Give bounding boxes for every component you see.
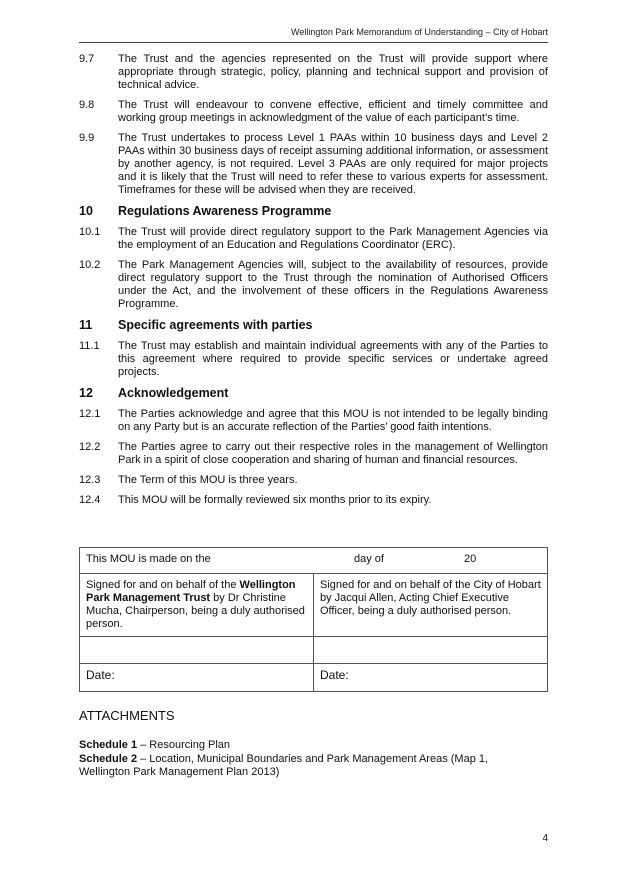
clause-text: The Trust undertakes to process Level 1 PAAs within 10 business days and Level 2 PAAs within 30 business days of receipt assuming additional information, or assessment by another agency, is not required. Level 3 PAAs are only required for major projects and it is likely that the Trust will need to refer these to various experts for assessment. Timeframes for these will be advised when they are received. xyxy=(118,132,548,196)
day-of-label: day of xyxy=(354,553,384,565)
clause-12-3 xyxy=(79,474,548,487)
section-title: Acknowledgement xyxy=(118,386,229,400)
clause-text: The Trust will endeavour to convene effective, efficient and timely committee and working group meetings in acknowledgment of the value of each participant’s time. xyxy=(118,99,548,124)
clause-text: The Trust will provide direct regulatory support to the Park Management Agencies via the employment of an Education and Regulations Coordinator (ERC). xyxy=(118,226,548,251)
trust-signatory-cell xyxy=(80,574,314,637)
clause-12-4 xyxy=(79,494,548,507)
schedule-text: – Location, Municipal Boundaries and Park Management Areas (Map 1, Wellington Park Management Plan 2013) xyxy=(79,752,489,778)
section-11-heading xyxy=(79,318,548,333)
city-signatory-cell: Signed for and on behalf of the City of Hobart by Jacqui Allen, Acting Chief Executive Officer, being a duly authorised person. xyxy=(314,574,548,637)
document-body xyxy=(79,53,548,514)
year-label: 20 xyxy=(464,553,477,565)
section-number: 11 xyxy=(79,318,93,332)
city-date-cell: Date: xyxy=(314,664,548,692)
clause-9-8 xyxy=(79,99,548,125)
schedules-list xyxy=(79,739,539,780)
clause-12-1 xyxy=(79,408,548,434)
schedule-label: Schedule 2 xyxy=(79,752,138,765)
clause-number: 9.7 xyxy=(79,53,95,65)
section-12-heading xyxy=(79,386,548,401)
section-number: 12 xyxy=(79,386,93,400)
clause-text: The Term of this MOU is three years. xyxy=(118,474,298,486)
clause-10-2 xyxy=(79,259,548,311)
trust-date-cell: Date: xyxy=(80,664,314,692)
city-signature-space xyxy=(314,637,548,664)
clause-9-7 xyxy=(79,53,548,92)
section-title: Regulations Awareness Programme xyxy=(118,204,332,218)
clause-number: 9.8 xyxy=(79,99,95,111)
trust-signatory-post: by Dr Christine Mucha, Chairperson, being a duly authorised person. xyxy=(86,592,305,630)
clause-number: 12.4 xyxy=(79,494,101,506)
section-number: 10 xyxy=(79,204,93,218)
clause-number: 11.1 xyxy=(79,340,100,352)
made-on-label: This MOU is made on the xyxy=(86,553,211,565)
attachments-heading: ATTACHMENTS xyxy=(79,708,175,723)
clause-number: 10.2 xyxy=(79,259,101,271)
signature-table xyxy=(79,547,548,692)
clause-number: 10.1 xyxy=(79,226,101,238)
clause-number: 12.1 xyxy=(79,408,101,420)
section-title: Specific agreements with parties xyxy=(118,318,313,332)
clause-number: 9.9 xyxy=(79,132,95,144)
trust-signature-space xyxy=(80,637,314,664)
clause-12-2 xyxy=(79,441,548,467)
clause-9-9 xyxy=(79,132,548,197)
made-on-cell xyxy=(80,548,548,574)
trust-name: Wellington Park Management Trust xyxy=(86,579,296,604)
clause-number: 12.3 xyxy=(79,474,101,486)
clause-11-1 xyxy=(79,340,548,379)
clause-text: The Parties acknowledge and agree that this MOU is not intended to be legally binding on any Party but is an accurate reflection of the Parties’ good faith intentions. xyxy=(118,408,548,433)
schedule-item xyxy=(79,753,539,780)
clause-text: The Trust and the agencies represented on the Trust will provide support where appropriate through strategic, policy, planning and technical support and provision of technical advice. xyxy=(118,53,548,91)
schedule-item xyxy=(79,739,539,753)
schedule-text: – Resourcing Plan xyxy=(137,739,231,751)
clause-text: The Parties agree to carry out their respective roles in the management of Wellington Park in a spirit of close cooperation and sharing of human and financial resources. xyxy=(118,441,548,466)
page-number: 4 xyxy=(542,833,548,844)
trust-signatory-pre: Signed for and on behalf of the xyxy=(86,579,240,591)
clause-10-1 xyxy=(79,226,548,252)
clause-text: The Park Management Agencies will, subject to the availability of resources, provide direct regulatory support to the Trust through the nomination of Authorised Officers under the Act, and the involvement of these officers in the Regulations Awareness Programme. xyxy=(118,259,548,310)
clause-text: The Trust may establish and maintain individual agreements with any of the Parties to this agreement where required to provide specific services or undertake agreed projects. xyxy=(118,340,548,378)
running-header: Wellington Park Memorandum of Understanding – City of Hobart xyxy=(79,27,548,43)
section-10-heading xyxy=(79,204,548,219)
schedule-label: Schedule 1 xyxy=(79,739,138,751)
clause-text: This MOU will be formally reviewed six months prior to its expiry. xyxy=(118,494,432,506)
clause-number: 12.2 xyxy=(79,441,101,453)
